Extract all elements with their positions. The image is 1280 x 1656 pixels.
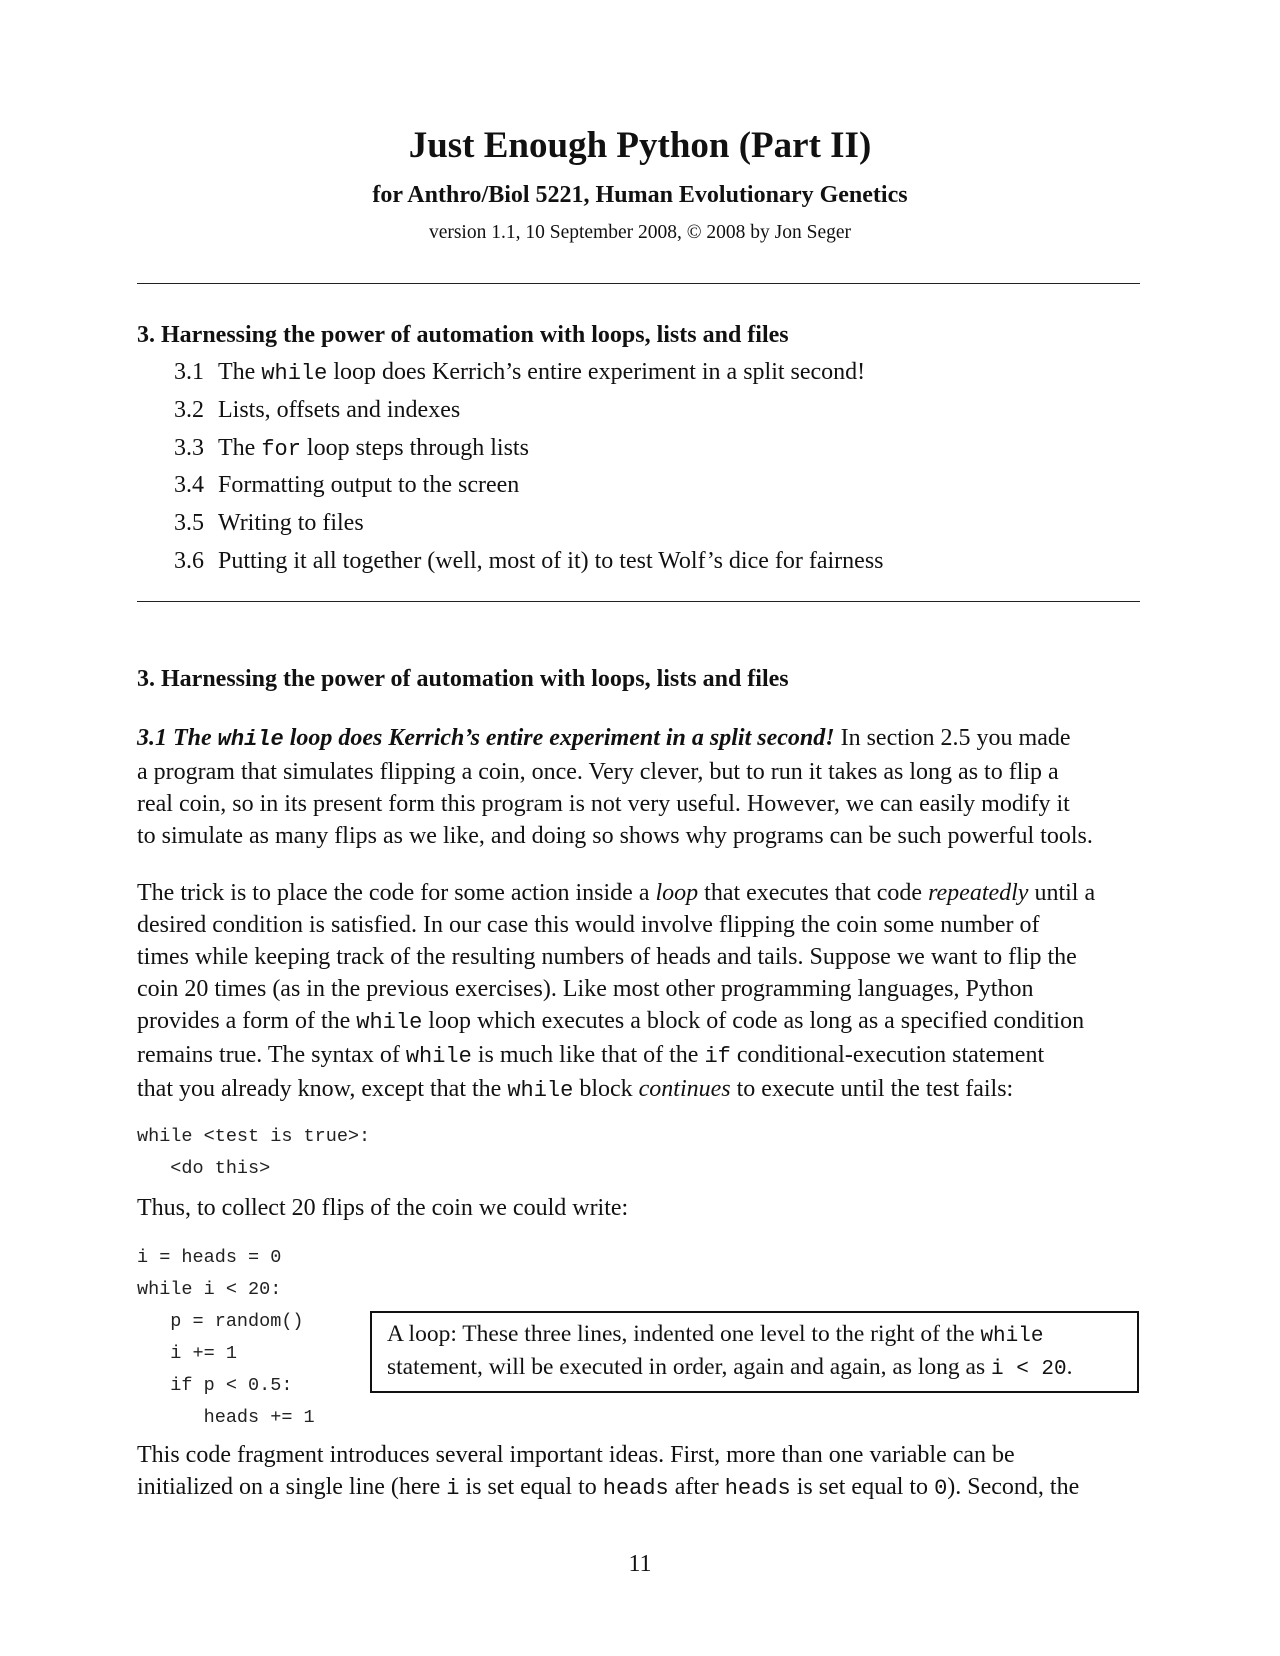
inline-code: while (356, 1010, 423, 1035)
toc-item: 3.4 Formatting output to the screen (174, 472, 520, 498)
divider-top (137, 283, 1140, 284)
code-line: i = heads = 0 (137, 1247, 282, 1268)
code-line: if p < 0.5: (137, 1375, 293, 1396)
inline-code: 0 (934, 1476, 948, 1501)
subsection-lead-heading: 3.1 The while loop does Kerrich’s entire experiment in a split second! (137, 725, 835, 752)
section-heading: 3. Harnessing the power of automation with loops, lists and files (137, 666, 789, 692)
toc-item-number: 3.1 (174, 359, 204, 385)
toc-item: 3.5 Writing to files (174, 510, 364, 536)
page-number: 11 (628, 1551, 652, 1577)
document-title: Just Enough Python (Part II) (408, 125, 872, 166)
code-line: i += 1 (137, 1343, 237, 1364)
toc-item: 3.6 Putting it all together (well, most of it) to test Wolf’s dice for fairness (174, 548, 884, 574)
code-line: p = random() (137, 1311, 304, 1332)
code-line: heads += 1 (137, 1407, 315, 1428)
version-line: version 1.1, 10 September 2008, © 2008 by Jon Seger (428, 222, 852, 243)
code-syntax-line: while <test is true>: (137, 1126, 371, 1147)
paragraph-ideas: This code fragment introduces several important ideas. First, more than one variable can be initialized on a single line (here i is set equal to heads after heads is set equal to 0). Second, the (137, 1442, 1080, 1501)
inline-code: while (405, 1044, 472, 1069)
toc-item-number: 3.5 (174, 510, 204, 536)
inline-code: i (446, 1476, 460, 1501)
toc-item: 3.3 The for loop steps through lists (174, 435, 529, 462)
loop-callout-box: A loop: These three lines, indented one level to the right of the while statement, will be executed in order, again and again, as long as i < 20. (370, 1311, 1139, 1393)
paragraph-loop-explanation: The trick is to place the code for some action inside a loop that executes that code repeatedly until a desired condition is satisfied. In our case this would involve flipping the coin some number of times while keeping track of the resulting numbers of heads and tails. Suppose we want to flip the coin 20 times (as in the previous exercises). Like most other programming languages, Python provides a form of the while loop which executes a block of code as long as a specified condition remains true. The syntax of while is much like that of the if conditional-execution statement that you already know, except that the while block continues to execute until the test fails: (137, 880, 1096, 1103)
code-syntax-line: <do this> (137, 1158, 271, 1179)
divider-bottom (137, 601, 1140, 602)
toc-item-number: 3.2 (174, 397, 204, 423)
inline-code: i < 20 (990, 1358, 1067, 1381)
toc-item-number: 3.4 (174, 472, 204, 498)
paragraph-collect: Thus, to collect 20 flips of the coin we could write: (137, 1195, 629, 1221)
code-line: while i < 20: (137, 1279, 282, 1300)
toc-item-number: 3.3 (174, 435, 204, 461)
toc-item-number: 3.6 (174, 548, 204, 574)
inline-code: heads (724, 1476, 791, 1501)
inline-code: for (261, 437, 301, 462)
toc-heading: 3. Harnessing the power of automation with loops, lists and files (137, 322, 789, 348)
toc-item: 3.1 The while loop does Kerrich’s entire experiment in a split second! (174, 359, 866, 386)
inline-code: if (704, 1044, 731, 1069)
paragraph-intro: 3.1 The while loop does Kerrich’s entire experiment in a split second! In section 2.5 you made a program that simulates flipping a coin, once. Very clever, but to run it takes as long as to flip a real coin, so in its present form this program is not very useful. However, we can easily modify it to simulate as many flips as we like, and doing so shows why programs can be such powerful tools. (137, 725, 1093, 849)
inline-code: while (507, 1078, 574, 1103)
inline-code: while (980, 1325, 1044, 1348)
inline-code: while (261, 361, 328, 386)
document-subtitle: for Anthro/Biol 5221, Human Evolutionary Genetics (372, 182, 908, 208)
toc-item: 3.2 Lists, offsets and indexes (174, 397, 461, 423)
inline-code: heads (602, 1476, 669, 1501)
